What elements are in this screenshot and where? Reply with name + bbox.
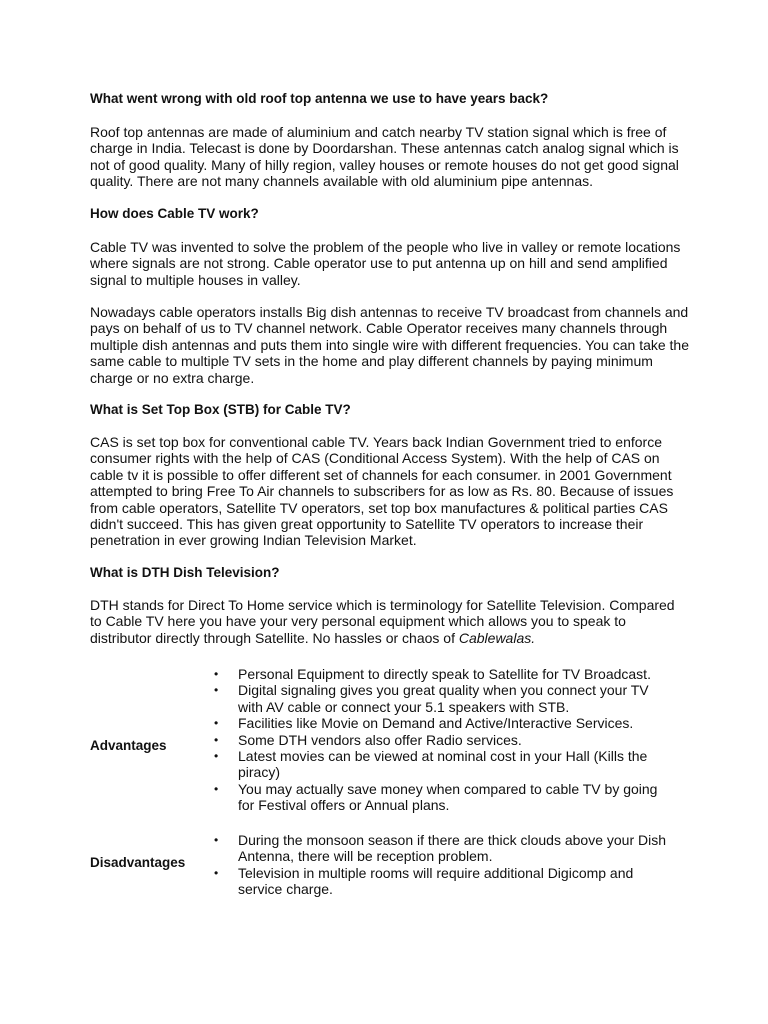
bullet-icon: • bbox=[214, 833, 219, 847]
paragraph-cable-tv-1: Cable TV was invented to solve the problem of the people who live in valley or remote locations where signals are not strong. Cable operator use to put antenna up on hill and send amplified signal to multiple houses in valley. bbox=[90, 239, 681, 288]
list-item bbox=[214, 748, 674, 781]
bullet-icon: • bbox=[214, 716, 219, 731]
list-item-text: Some DTH vendors also offer Radio services. bbox=[238, 731, 522, 748]
bullet-icon: • bbox=[214, 781, 219, 796]
bullet-icon: • bbox=[214, 865, 219, 880]
bullet-icon: • bbox=[214, 749, 219, 764]
disadvantages-label: Disadvantages bbox=[90, 855, 186, 870]
list-item-text: During the monsoon season if there are thick clouds above your Dish Antenna, there will be reception problem. bbox=[238, 832, 667, 865]
list-item-text: You may actually save money when compared to cable TV by going for Festival offers or Annual plans. bbox=[238, 780, 658, 814]
paragraph-roof-antenna: Roof top antennas are made of aluminium and catch nearby TV station signal which is free of charge in India. Telecast is done by Doordarshan. These antennas catch analog signal which is not of good quality. Many of hilly region, valley houses or remote houses do not get good signal quality. There are not many channels available with old aluminium pipe antennas. bbox=[90, 124, 679, 190]
list-item bbox=[214, 832, 674, 865]
list-item-text: Television in multiple rooms will require additional Digicomp and service charge. bbox=[238, 864, 634, 898]
list-item-text: Facilities like Movie on Demand and Active/Interactive Services. bbox=[238, 715, 634, 732]
list-item bbox=[214, 865, 674, 898]
advantages-label: Advantages bbox=[90, 738, 167, 753]
heading-roof-antenna: What went wrong with old roof top antenna we use to have years back? bbox=[90, 91, 549, 106]
paragraph-set-top-box: CAS is set top box for conventional cable TV. Years back Indian Government tried to enforce consumer rights with the help of CAS (Conditional Access System). With the help of CAS on cable tv it is possible to offer different set of channels for each consumer. in 2001 Government attempted to bring Free To Air channels to subscribers for as low as Rs. 80. Because of issues from cable operators, Satellite TV operators, set top box manufactures & political parties CAS didn't succeed. This has given great opportunity to Satellite TV operators to increase their penetration in ever growing Indian Television Market. bbox=[90, 434, 674, 549]
bullet-icon: • bbox=[214, 667, 219, 681]
paragraph-dth bbox=[90, 597, 690, 646]
heading-set-top-box: What is Set Top Box (STB) for Cable TV? bbox=[90, 402, 351, 417]
bullet-icon: • bbox=[214, 732, 219, 747]
paragraph-dth-italic: Cablewalas. bbox=[458, 629, 536, 646]
paragraph-dth-text: DTH stands for Direct To Home service which is terminology for Satellite Television. Compared to Cable TV here you have your very personal equipment which allows you to speak to distributor directly through Satellite. No hassles or chaos of bbox=[90, 597, 675, 646]
list-item bbox=[214, 715, 674, 731]
paragraph-cable-tv-2: Nowadays cable operators installs Big dish antennas to receive TV broadcast from channels and pays on behalf of us to TV channel network. Cable Operator receives many channels through multiple dish antennas and puts them into single wire with different frequencies. You can take the same cable to multiple TV sets in the home and play different channels by paying minimum charge or no extra charge. bbox=[90, 304, 690, 386]
list-item-text: Personal Equipment to directly speak to Satellite for TV Broadcast. bbox=[238, 666, 651, 682]
list-item bbox=[214, 781, 674, 814]
list-item bbox=[214, 666, 674, 682]
heading-cable-tv: How does Cable TV work? bbox=[90, 206, 259, 221]
heading-dth: What is DTH Dish Television? bbox=[90, 565, 280, 580]
list-item bbox=[214, 682, 674, 715]
advantages-list bbox=[214, 666, 674, 814]
list-item-text: Digital signaling gives you great quality when you connect your TV with AV cable or connect your 5.1 speakers with STB. bbox=[238, 682, 649, 715]
list-item-text: Latest movies can be viewed at nominal cost in your Hall (Kills the piracy) bbox=[238, 748, 648, 781]
bullet-icon: • bbox=[214, 683, 219, 698]
list-item bbox=[214, 732, 674, 748]
disadvantages-list bbox=[214, 832, 674, 898]
